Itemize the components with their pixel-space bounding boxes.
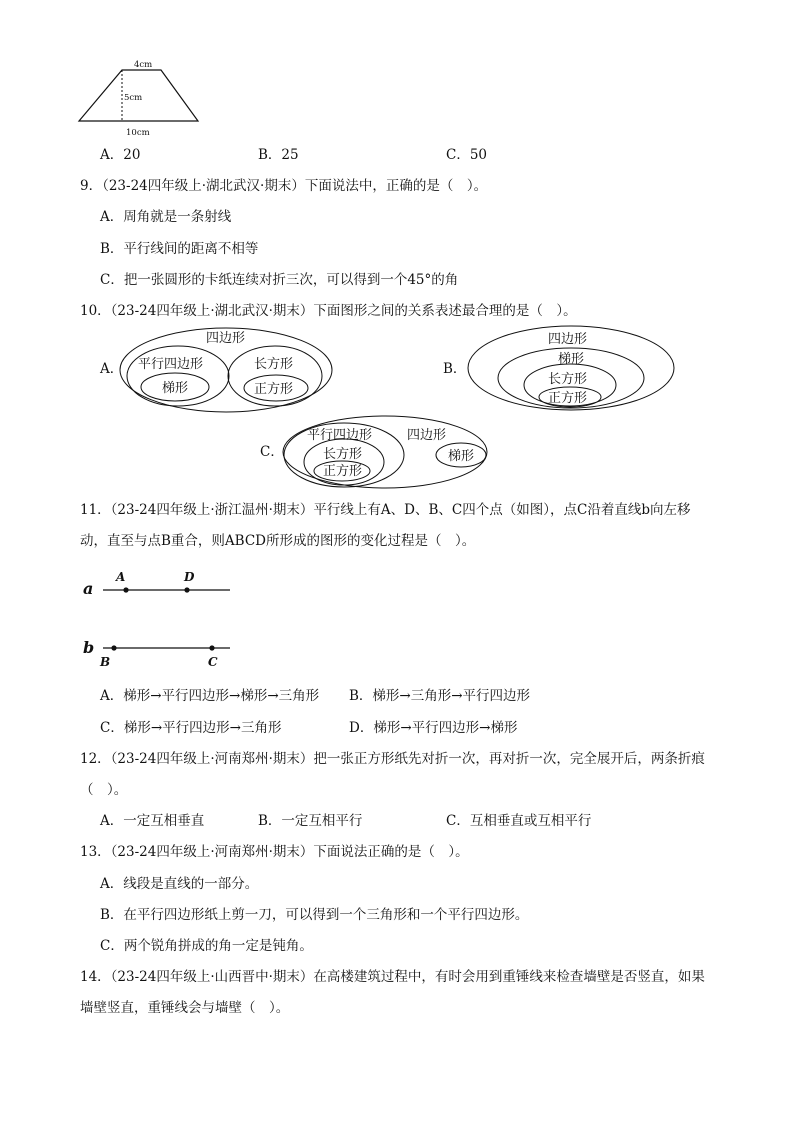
line-a-label: a (83, 579, 94, 598)
q14-stem-line2: 墙壁竖直，重锤线会与墙壁（ ）。 (80, 1000, 290, 1016)
q12-option-c[interactable]: C．互相垂直或互相平行 (446, 813, 592, 829)
point-d-label: D (184, 570, 195, 584)
q10-option-b-letter[interactable]: B． (443, 361, 467, 377)
q8-option-c[interactable]: C．50 (446, 147, 488, 163)
q9-stem: 9．（23-24四年级上·湖北武汉·期末）下面说法中，正确的是（ ）。 (80, 178, 488, 194)
set-rectangle-ellipse (228, 346, 322, 406)
trapezoid-figure (74, 56, 214, 140)
set-square-label: 正方形 (254, 382, 294, 397)
set-trapezoid-label: 梯形 (162, 381, 189, 396)
top-length-label: 4cm (134, 60, 153, 70)
set-square-label: 正方形 (323, 464, 363, 479)
set-rectangle-label: 长方形 (254, 357, 294, 372)
q14-stem-line1: 14．（23-24四年级上·山西晋中·期末）在高楼建筑过程中，有时会用到重锤线来检查墙壁是否竖直，如果 (80, 969, 705, 985)
q10-diagram-b[interactable] (466, 324, 676, 412)
q11-stem-line1: 11．（23-24四年级上·浙江温州·期末）平行线上有A、D、B、C四个点（如图），点C沿着直线b向左移 (80, 502, 691, 518)
q11-stem-line2: 动，直至与点B重合，则ABCD所形成的图形的变化过程是（ ）。 (80, 533, 476, 549)
point-c-label: C (208, 655, 218, 669)
q11-option-b[interactable]: B．梯形→三角形→平行四边形 (349, 688, 531, 704)
set-trapezoid-label: 梯形 (448, 449, 475, 464)
q10-option-c-letter[interactable]: C． (260, 444, 284, 460)
point-b-label: B (100, 655, 111, 669)
q9-option-b[interactable]: B．平行线间的距离不相等 (100, 241, 259, 257)
q12-option-a[interactable]: A．一定互相垂直 (100, 813, 205, 829)
q12-option-b[interactable]: B．一定互相平行 (258, 813, 363, 829)
set-quadrilateral-label: 四边形 (548, 332, 588, 347)
set-parallelogram-label: 平行四边形 (307, 428, 373, 443)
q12-stem-line1: 12．（23-24四年级上·河南郑州·期末）把一张正方形纸先对折一次，再对折一次，完全展开后，两条折痕 (80, 751, 705, 767)
set-quadrilateral-label: 四边形 (407, 428, 447, 443)
q8-option-a[interactable]: A．20 (100, 147, 141, 163)
set-parallelogram-ellipse (127, 346, 229, 406)
q10-diagram-a[interactable] (118, 326, 334, 414)
q13-stem: 13．（23-24四年级上·河南郑州·期末）下面说法正确的是（ ）。 (80, 844, 469, 860)
set-rectangle-label: 长方形 (548, 372, 588, 387)
q10-option-a-letter[interactable]: A． (100, 361, 124, 377)
q9-option-a[interactable]: A．周角就是一条射线 (100, 209, 232, 225)
point-c (209, 645, 214, 650)
q13-option-c[interactable]: C．两个锐角拼成的角一定是钝角。 (100, 938, 313, 954)
line-b-label: b (83, 638, 95, 657)
q13-option-b[interactable]: B．在平行四边形纸上剪一刀，可以得到一个三角形和一个平行四边形。 (100, 907, 529, 923)
q10-stem: 10．（23-24四年级上·湖北武汉·期末）下面图形之间的关系表述最合理的是（ ）。 (80, 303, 577, 319)
q11-option-c[interactable]: C．梯形→平行四边形→三角形 (100, 720, 282, 736)
q9-option-c[interactable]: C．把一张圆形的卡纸连续对折三次，可以得到一个45°的角 (100, 272, 459, 288)
set-quadrilateral-label: 四边形 (206, 331, 246, 346)
point-a (123, 587, 128, 592)
q12-stem-line2: （ ）。 (80, 782, 128, 798)
q11-option-a[interactable]: A．梯形→平行四边形→梯形→三角形 (100, 688, 320, 704)
set-trapezoid-label: 梯形 (558, 352, 585, 367)
q8-option-b[interactable]: B．25 (258, 147, 299, 163)
bottom-length-label: 10cm (126, 128, 150, 138)
set-parallelogram-label: 平行四边形 (138, 357, 204, 372)
parallel-lines-figure (80, 565, 250, 673)
set-rectangle-label: 长方形 (323, 447, 363, 462)
point-b (111, 645, 116, 650)
point-a-label: A (116, 570, 126, 584)
q13-option-a[interactable]: A．线段是直线的一部分。 (100, 876, 259, 892)
height-label: 5cm (124, 93, 143, 103)
set-square-label: 正方形 (548, 391, 588, 406)
q10-diagram-c[interactable] (281, 414, 491, 492)
q11-option-d[interactable]: D．梯形→平行四边形→梯形 (349, 720, 518, 736)
point-d (184, 587, 189, 592)
